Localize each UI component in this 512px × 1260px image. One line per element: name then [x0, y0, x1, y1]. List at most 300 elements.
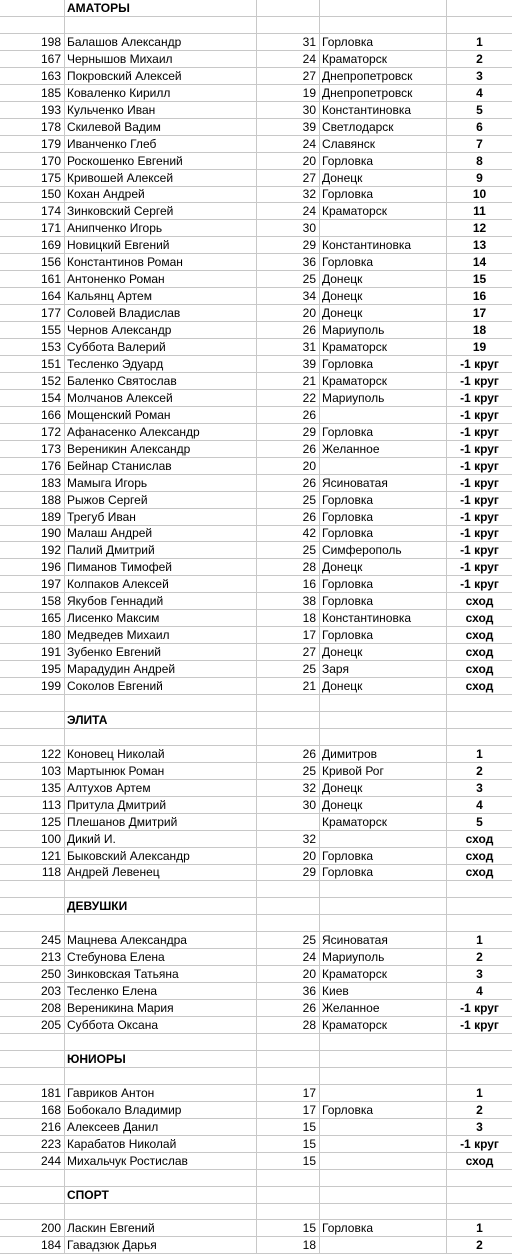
- place-cell[interactable]: 8: [476, 153, 483, 168]
- bib-number-cell[interactable]: 163: [0, 68, 65, 84]
- empty-cell[interactable]: [257, 712, 320, 728]
- bib-number-cell[interactable]: 175: [0, 170, 65, 186]
- city-cell[interactable]: Донецк: [320, 305, 447, 321]
- age-cell[interactable]: 26: [257, 475, 320, 491]
- empty-cell[interactable]: [257, 1051, 320, 1067]
- empty-cell[interactable]: [257, 1203, 320, 1219]
- empty-cell[interactable]: [65, 915, 257, 931]
- empty-cell[interactable]: [447, 1203, 512, 1219]
- section-title[interactable]: ЮНИОРЫ: [65, 1051, 257, 1067]
- age-cell[interactable]: 30: [257, 102, 320, 118]
- age-cell[interactable]: 15: [257, 1153, 320, 1169]
- place-cell[interactable]: 14: [472, 255, 487, 270]
- bib-number-cell[interactable]: 118: [0, 864, 65, 880]
- city-cell[interactable]: Мариуполь: [320, 322, 447, 338]
- rider-name-cell[interactable]: Гавадзюк Дарья: [65, 1237, 257, 1253]
- place-cell[interactable]: 18: [472, 323, 487, 338]
- age-cell[interactable]: 27: [257, 170, 320, 186]
- empty-cell[interactable]: [447, 0, 512, 16]
- place-cell[interactable]: 5: [476, 814, 483, 829]
- rider-name-cell[interactable]: Баленко Святослав: [65, 373, 257, 389]
- rider-name-cell[interactable]: Дикий И.: [65, 831, 257, 847]
- place-cell[interactable]: 7: [476, 136, 483, 151]
- age-cell[interactable]: 28: [257, 559, 320, 575]
- place-cell[interactable]: -1 круг: [460, 1018, 499, 1032]
- age-cell[interactable]: 15: [257, 1119, 320, 1135]
- section-title[interactable]: ДЕВУШКИ: [65, 898, 257, 914]
- rider-name-cell[interactable]: Тесленко Эдуард: [65, 356, 257, 372]
- empty-cell[interactable]: [447, 1051, 512, 1067]
- rider-name-cell[interactable]: Зинковский Сергей: [65, 203, 257, 219]
- place-cell[interactable]: сход: [465, 645, 494, 660]
- place-cell[interactable]: -1 круг: [460, 407, 499, 422]
- empty-cell[interactable]: [65, 1034, 257, 1050]
- age-cell[interactable]: 17: [257, 1085, 320, 1101]
- place-cell[interactable]: -1 круг: [460, 373, 499, 388]
- city-cell[interactable]: [320, 220, 447, 236]
- age-cell[interactable]: 22: [257, 390, 320, 406]
- city-cell[interactable]: [320, 458, 447, 474]
- bib-number-cell[interactable]: 213: [0, 949, 65, 965]
- empty-cell[interactable]: [320, 729, 447, 745]
- place-cell[interactable]: сход: [465, 865, 494, 880]
- bib-number-cell[interactable]: 179: [0, 136, 65, 152]
- place-cell[interactable]: 16: [472, 289, 487, 304]
- age-cell[interactable]: 24: [257, 203, 320, 219]
- city-cell[interactable]: Донецк: [320, 288, 447, 304]
- bib-number-cell[interactable]: 100: [0, 831, 65, 847]
- rider-name-cell[interactable]: Пиманов Тимофей: [65, 559, 257, 575]
- empty-cell[interactable]: [0, 729, 65, 745]
- rider-name-cell[interactable]: Стебунова Елена: [65, 949, 257, 965]
- bib-number-cell[interactable]: 122: [0, 746, 65, 762]
- empty-cell[interactable]: [447, 915, 512, 931]
- city-cell[interactable]: [320, 407, 447, 423]
- place-cell[interactable]: -1 круг: [460, 577, 499, 592]
- age-cell[interactable]: 28: [257, 1017, 320, 1033]
- empty-cell[interactable]: [0, 1068, 65, 1084]
- rider-name-cell[interactable]: Кривошей Алексей: [65, 170, 257, 186]
- place-cell[interactable]: -1 круг: [460, 526, 499, 541]
- city-cell[interactable]: Киев: [320, 983, 447, 999]
- empty-cell[interactable]: [257, 729, 320, 745]
- age-cell[interactable]: 42: [257, 525, 320, 541]
- age-cell[interactable]: 15: [257, 1220, 320, 1236]
- city-cell[interactable]: Краматорск: [320, 814, 447, 830]
- city-cell[interactable]: Горловка: [320, 525, 447, 541]
- city-cell[interactable]: Донецк: [320, 170, 447, 186]
- bib-number-cell[interactable]: 168: [0, 1102, 65, 1118]
- rider-name-cell[interactable]: Бобокало Владимир: [65, 1102, 257, 1118]
- rider-name-cell[interactable]: Молчанов Алексей: [65, 390, 257, 406]
- city-cell[interactable]: Донецк: [320, 271, 447, 287]
- place-cell[interactable]: 1: [476, 1221, 483, 1236]
- age-cell[interactable]: 25: [257, 763, 320, 779]
- rider-name-cell[interactable]: Антоненко Роман: [65, 271, 257, 287]
- bib-number-cell[interactable]: 150: [0, 186, 65, 202]
- city-cell[interactable]: Горловка: [320, 254, 447, 270]
- city-cell[interactable]: Горловка: [320, 593, 447, 609]
- empty-cell[interactable]: [0, 1034, 65, 1050]
- age-cell[interactable]: 17: [257, 627, 320, 643]
- empty-cell[interactable]: [0, 881, 65, 897]
- section-title[interactable]: СПОРТ: [65, 1187, 257, 1203]
- age-cell[interactable]: 34: [257, 288, 320, 304]
- rider-name-cell[interactable]: Балашов Александр: [65, 34, 257, 50]
- bib-number-cell[interactable]: 161: [0, 271, 65, 287]
- age-cell[interactable]: 20: [257, 305, 320, 321]
- rider-name-cell[interactable]: Михальчук Ростислав: [65, 1153, 257, 1169]
- place-cell[interactable]: 3: [476, 967, 483, 982]
- age-cell[interactable]: 32: [257, 186, 320, 202]
- age-cell[interactable]: 29: [257, 237, 320, 253]
- age-cell[interactable]: 18: [257, 610, 320, 626]
- rider-name-cell[interactable]: Соколов Евгений: [65, 678, 257, 694]
- city-cell[interactable]: [320, 831, 447, 847]
- city-cell[interactable]: Горловка: [320, 1102, 447, 1118]
- empty-cell[interactable]: [257, 881, 320, 897]
- place-cell[interactable]: сход: [465, 611, 494, 626]
- place-cell[interactable]: сход: [465, 848, 494, 863]
- city-cell[interactable]: [320, 1153, 447, 1169]
- rider-name-cell[interactable]: Зинковская Татьяна: [65, 966, 257, 982]
- place-cell[interactable]: 5: [476, 102, 483, 117]
- rider-name-cell[interactable]: Якубов Геннадий: [65, 593, 257, 609]
- age-cell[interactable]: 20: [257, 153, 320, 169]
- city-cell[interactable]: Горловка: [320, 153, 447, 169]
- rider-name-cell[interactable]: Алексеев Данил: [65, 1119, 257, 1135]
- place-cell[interactable]: 15: [472, 272, 487, 287]
- city-cell[interactable]: Мариуполь: [320, 949, 447, 965]
- city-cell[interactable]: Мариуполь: [320, 390, 447, 406]
- place-cell[interactable]: сход: [465, 662, 494, 677]
- place-cell[interactable]: 3: [476, 68, 483, 83]
- age-cell[interactable]: [257, 814, 320, 830]
- place-cell[interactable]: -1 круг: [460, 475, 499, 490]
- city-cell[interactable]: [320, 1237, 447, 1253]
- city-cell[interactable]: Горловка: [320, 627, 447, 643]
- place-cell[interactable]: 9: [476, 170, 483, 185]
- empty-cell[interactable]: [320, 1187, 447, 1203]
- city-cell[interactable]: Краматорск: [320, 1017, 447, 1033]
- place-cell[interactable]: 2: [476, 51, 483, 66]
- empty-cell[interactable]: [257, 695, 320, 711]
- empty-cell[interactable]: [257, 0, 320, 16]
- city-cell[interactable]: Кривой Рог: [320, 763, 447, 779]
- empty-cell[interactable]: [447, 712, 512, 728]
- place-cell[interactable]: сход: [465, 679, 494, 693]
- empty-cell[interactable]: [320, 1170, 447, 1186]
- section-title[interactable]: АМАТОРЫ: [65, 0, 257, 16]
- city-cell[interactable]: Краматорск: [320, 339, 447, 355]
- place-cell[interactable]: -1 круг: [460, 509, 499, 524]
- bib-number-cell[interactable]: 176: [0, 458, 65, 474]
- place-cell[interactable]: -1 круг: [460, 543, 499, 558]
- bib-number-cell[interactable]: 188: [0, 492, 65, 508]
- place-cell[interactable]: -1 круг: [460, 424, 499, 439]
- bib-number-cell[interactable]: 125: [0, 814, 65, 830]
- empty-cell[interactable]: [447, 695, 512, 711]
- empty-cell[interactable]: [65, 881, 257, 897]
- rider-name-cell[interactable]: Скилевой Вадим: [65, 119, 257, 135]
- empty-cell[interactable]: [0, 1170, 65, 1186]
- city-cell[interactable]: Светлодарск: [320, 119, 447, 135]
- bib-number-cell[interactable]: 158: [0, 593, 65, 609]
- empty-cell[interactable]: [257, 1034, 320, 1050]
- age-cell[interactable]: 29: [257, 864, 320, 880]
- empty-cell[interactable]: [320, 1051, 447, 1067]
- rider-name-cell[interactable]: Новицкий Евгений: [65, 237, 257, 253]
- rider-name-cell[interactable]: Чернов Александр: [65, 322, 257, 338]
- age-cell[interactable]: 26: [257, 407, 320, 423]
- city-cell[interactable]: Константиновка: [320, 237, 447, 253]
- bib-number-cell[interactable]: 192: [0, 542, 65, 558]
- age-cell[interactable]: 26: [257, 746, 320, 762]
- rider-name-cell[interactable]: Зубенко Евгений: [65, 644, 257, 660]
- bib-number-cell[interactable]: 195: [0, 661, 65, 677]
- place-cell[interactable]: 2: [476, 1102, 483, 1117]
- bib-number-cell[interactable]: 180: [0, 627, 65, 643]
- empty-cell[interactable]: [257, 17, 320, 33]
- empty-cell[interactable]: [320, 898, 447, 914]
- city-cell[interactable]: Краматорск: [320, 373, 447, 389]
- bib-number-cell[interactable]: 208: [0, 1000, 65, 1016]
- rider-name-cell[interactable]: Лисенко Максим: [65, 610, 257, 626]
- age-cell[interactable]: 32: [257, 780, 320, 796]
- city-cell[interactable]: Горловка: [320, 186, 447, 202]
- rider-name-cell[interactable]: Алтухов Артем: [65, 780, 257, 796]
- age-cell[interactable]: 26: [257, 509, 320, 525]
- age-cell[interactable]: 31: [257, 339, 320, 355]
- bib-number-cell[interactable]: 185: [0, 85, 65, 101]
- place-cell[interactable]: 2: [476, 950, 483, 965]
- rider-name-cell[interactable]: Трегуб Иван: [65, 509, 257, 525]
- place-cell[interactable]: -1 круг: [460, 560, 499, 575]
- place-cell[interactable]: сход: [465, 831, 494, 846]
- place-cell[interactable]: -1 круг: [460, 458, 499, 473]
- place-cell[interactable]: 2: [476, 763, 483, 778]
- age-cell[interactable]: 30: [257, 797, 320, 813]
- bib-number-cell[interactable]: 244: [0, 1153, 65, 1169]
- city-cell[interactable]: Горловка: [320, 864, 447, 880]
- place-cell[interactable]: -1 круг: [460, 356, 499, 371]
- bib-number-cell[interactable]: 250: [0, 966, 65, 982]
- place-cell[interactable]: 1: [476, 1085, 483, 1100]
- rider-name-cell[interactable]: Ласкин Евгений: [65, 1220, 257, 1236]
- place-cell[interactable]: сход: [465, 628, 494, 643]
- empty-cell[interactable]: [65, 695, 257, 711]
- age-cell[interactable]: 24: [257, 949, 320, 965]
- place-cell[interactable]: 1: [476, 746, 483, 761]
- age-cell[interactable]: 32: [257, 831, 320, 847]
- rider-name-cell[interactable]: Малаш Андрей: [65, 525, 257, 541]
- place-cell[interactable]: 1: [476, 933, 483, 948]
- age-cell[interactable]: 24: [257, 136, 320, 152]
- city-cell[interactable]: Горловка: [320, 509, 447, 525]
- empty-cell[interactable]: [257, 898, 320, 914]
- age-cell[interactable]: 20: [257, 848, 320, 864]
- bib-number-cell[interactable]: 166: [0, 407, 65, 423]
- age-cell[interactable]: 26: [257, 322, 320, 338]
- empty-cell[interactable]: [447, 17, 512, 33]
- age-cell[interactable]: 26: [257, 441, 320, 457]
- age-cell[interactable]: 25: [257, 492, 320, 508]
- city-cell[interactable]: Краматорск: [320, 966, 447, 982]
- rider-name-cell[interactable]: Константинов Роман: [65, 254, 257, 270]
- age-cell[interactable]: 36: [257, 254, 320, 270]
- place-cell[interactable]: 19: [472, 340, 487, 354]
- city-cell[interactable]: Горловка: [320, 576, 447, 592]
- bib-number-cell[interactable]: 178: [0, 119, 65, 135]
- place-cell[interactable]: 4: [476, 797, 483, 812]
- bib-number-cell[interactable]: 173: [0, 441, 65, 457]
- rider-name-cell[interactable]: Покровский Алексей: [65, 68, 257, 84]
- age-cell[interactable]: 39: [257, 356, 320, 372]
- empty-cell[interactable]: [0, 695, 65, 711]
- rider-name-cell[interactable]: Тесленко Елена: [65, 983, 257, 999]
- rider-name-cell[interactable]: Карабатов Николай: [65, 1136, 257, 1152]
- empty-cell[interactable]: [0, 0, 65, 16]
- city-cell[interactable]: Днепропетровск: [320, 68, 447, 84]
- city-cell[interactable]: Горловка: [320, 492, 447, 508]
- rider-name-cell[interactable]: Бейнар Станислав: [65, 458, 257, 474]
- empty-cell[interactable]: [320, 1068, 447, 1084]
- age-cell[interactable]: 21: [257, 373, 320, 389]
- place-cell[interactable]: 2: [476, 1238, 483, 1253]
- bib-number-cell[interactable]: 113: [0, 797, 65, 813]
- place-cell[interactable]: 12: [472, 221, 487, 236]
- city-cell[interactable]: Горловка: [320, 1220, 447, 1236]
- city-cell[interactable]: Донецк: [320, 644, 447, 660]
- place-cell[interactable]: -1 круг: [460, 492, 499, 507]
- bib-number-cell[interactable]: 170: [0, 153, 65, 169]
- city-cell[interactable]: Горловка: [320, 848, 447, 864]
- section-title[interactable]: ЭЛИТА: [65, 712, 257, 728]
- rider-name-cell[interactable]: Андрей Левенец: [65, 864, 257, 880]
- age-cell[interactable]: 39: [257, 119, 320, 135]
- age-cell[interactable]: 25: [257, 271, 320, 287]
- bib-number-cell[interactable]: 165: [0, 610, 65, 626]
- empty-cell[interactable]: [0, 1187, 65, 1203]
- empty-cell[interactable]: [257, 1170, 320, 1186]
- city-cell[interactable]: Горловка: [320, 356, 447, 372]
- empty-cell[interactable]: [320, 1203, 447, 1219]
- age-cell[interactable]: 36: [257, 983, 320, 999]
- bib-number-cell[interactable]: 200: [0, 1220, 65, 1236]
- empty-cell[interactable]: [447, 881, 512, 897]
- place-cell[interactable]: -1 круг: [460, 441, 499, 456]
- empty-cell[interactable]: [65, 1068, 257, 1084]
- age-cell[interactable]: 25: [257, 542, 320, 558]
- bib-number-cell[interactable]: 155: [0, 322, 65, 338]
- empty-cell[interactable]: [447, 898, 512, 914]
- city-cell[interactable]: Донецк: [320, 780, 447, 796]
- age-cell[interactable]: 27: [257, 68, 320, 84]
- age-cell[interactable]: 21: [257, 678, 320, 694]
- bib-number-cell[interactable]: 205: [0, 1017, 65, 1033]
- age-cell[interactable]: 15: [257, 1136, 320, 1152]
- place-cell[interactable]: 17: [472, 306, 487, 321]
- empty-cell[interactable]: [447, 1034, 512, 1050]
- age-cell[interactable]: 19: [257, 85, 320, 101]
- city-cell[interactable]: Славянск: [320, 136, 447, 152]
- city-cell[interactable]: Димитров: [320, 746, 447, 762]
- age-cell[interactable]: 31: [257, 34, 320, 50]
- bib-number-cell[interactable]: 153: [0, 339, 65, 355]
- place-cell[interactable]: 3: [476, 1119, 483, 1134]
- age-cell[interactable]: 17: [257, 1102, 320, 1118]
- rider-name-cell[interactable]: Суббота Валерий: [65, 339, 257, 355]
- bib-number-cell[interactable]: 135: [0, 780, 65, 796]
- rider-name-cell[interactable]: Роскошенко Евгений: [65, 153, 257, 169]
- city-cell[interactable]: Донецк: [320, 559, 447, 575]
- empty-cell[interactable]: [320, 17, 447, 33]
- empty-cell[interactable]: [320, 881, 447, 897]
- bib-number-cell[interactable]: 103: [0, 763, 65, 779]
- city-cell[interactable]: Горловка: [320, 34, 447, 50]
- bib-number-cell[interactable]: 172: [0, 424, 65, 440]
- empty-cell[interactable]: [320, 1034, 447, 1050]
- city-cell[interactable]: [320, 1085, 447, 1101]
- city-cell[interactable]: Днепропетровск: [320, 85, 447, 101]
- bib-number-cell[interactable]: 193: [0, 102, 65, 118]
- rider-name-cell[interactable]: Мощенский Роман: [65, 407, 257, 423]
- empty-cell[interactable]: [447, 1170, 512, 1186]
- city-cell[interactable]: Симферополь: [320, 542, 447, 558]
- age-cell[interactable]: 25: [257, 932, 320, 948]
- bib-number-cell[interactable]: 121: [0, 848, 65, 864]
- bib-number-cell[interactable]: 154: [0, 390, 65, 406]
- place-cell[interactable]: 6: [476, 119, 483, 134]
- rider-name-cell[interactable]: Вереникина Мария: [65, 1000, 257, 1016]
- bib-number-cell[interactable]: 184: [0, 1237, 65, 1253]
- empty-cell[interactable]: [320, 0, 447, 16]
- rider-name-cell[interactable]: Мацнева Александра: [65, 932, 257, 948]
- place-cell[interactable]: 3: [476, 780, 483, 795]
- rider-name-cell[interactable]: Кульченко Иван: [65, 102, 257, 118]
- bib-number-cell[interactable]: 174: [0, 203, 65, 219]
- city-cell[interactable]: Краматорск: [320, 51, 447, 67]
- age-cell[interactable]: 30: [257, 220, 320, 236]
- rider-name-cell[interactable]: Медведев Михаил: [65, 627, 257, 643]
- place-cell[interactable]: 13: [472, 238, 487, 253]
- rider-name-cell[interactable]: Плешанов Дмитрий: [65, 814, 257, 830]
- age-cell[interactable]: 24: [257, 51, 320, 67]
- city-cell[interactable]: Желанное: [320, 441, 447, 457]
- rider-name-cell[interactable]: Мартынюк Роман: [65, 763, 257, 779]
- empty-cell[interactable]: [257, 1187, 320, 1203]
- empty-cell[interactable]: [65, 729, 257, 745]
- place-cell[interactable]: 11: [473, 204, 486, 219]
- city-cell[interactable]: Константиновка: [320, 102, 447, 118]
- place-cell[interactable]: 4: [476, 984, 483, 999]
- empty-cell[interactable]: [0, 1203, 65, 1219]
- bib-number-cell[interactable]: 198: [0, 34, 65, 50]
- empty-cell[interactable]: [257, 1068, 320, 1084]
- empty-cell[interactable]: [447, 1187, 512, 1203]
- rider-name-cell[interactable]: Рыжов Сергей: [65, 492, 257, 508]
- bib-number-cell[interactable]: 223: [0, 1136, 65, 1152]
- place-cell[interactable]: -1 круг: [460, 390, 499, 405]
- city-cell[interactable]: [320, 1136, 447, 1152]
- rider-name-cell[interactable]: Кохан Андрей: [65, 186, 257, 202]
- city-cell[interactable]: Ясиноватая: [320, 932, 447, 948]
- empty-cell[interactable]: [65, 1203, 257, 1219]
- age-cell[interactable]: 29: [257, 424, 320, 440]
- empty-cell[interactable]: [320, 695, 447, 711]
- bib-number-cell[interactable]: 167: [0, 51, 65, 67]
- empty-cell[interactable]: [320, 915, 447, 931]
